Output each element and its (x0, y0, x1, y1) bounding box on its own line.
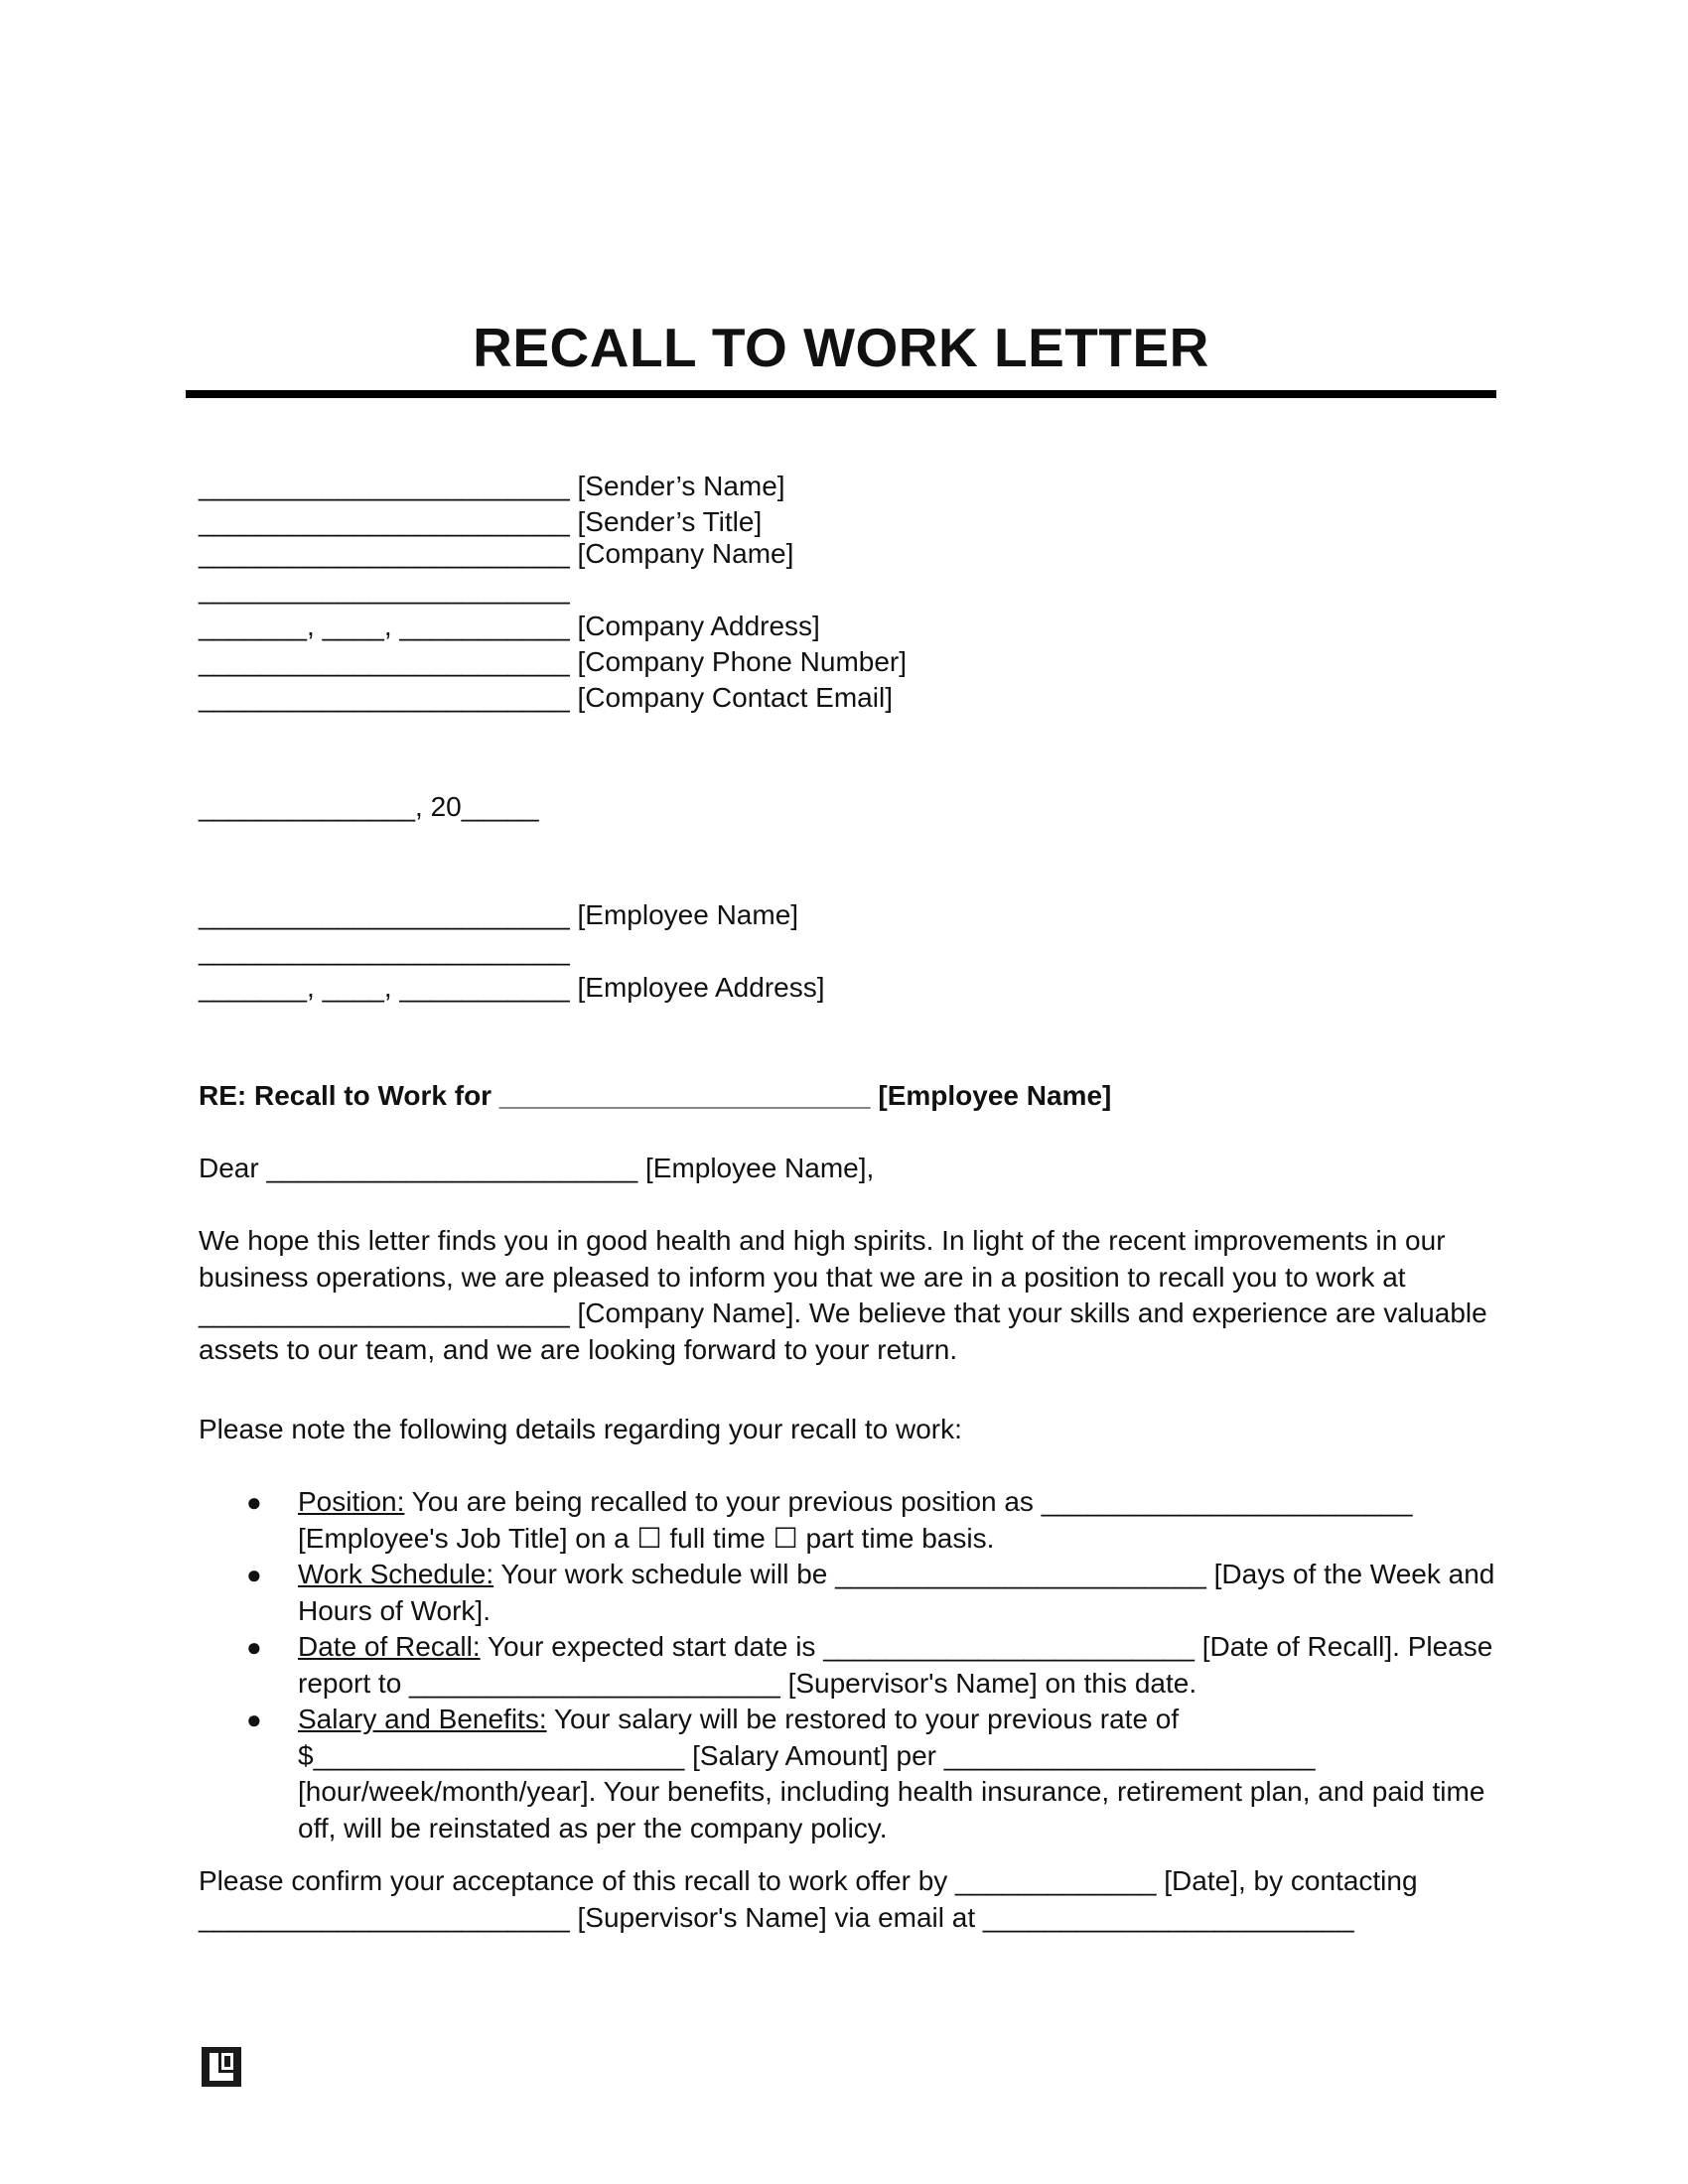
bullet-text-salary-benefits: Your salary will be restored to your previous rate of $________________________ [Salary Amount] per ________________________ [hour/week/month/year]. Your benefits, including health insurance, retirement plan, and paid time off, will be reinstated as per the company policy. (298, 1704, 1485, 1843)
bullet-text-position: You are being recalled to your previous position as ________________________ [Employee's Job Title] on a ☐ full time ☐ part time basis. (298, 1486, 1413, 1554)
bullet-label-salary-benefits: Salary and Benefits: (298, 1704, 547, 1734)
list-item-work-schedule (199, 1557, 1509, 1629)
sender-name-line: ________________________ [Sender’s Name] (199, 471, 785, 501)
bullet-label-work-schedule: Work Schedule: (298, 1559, 494, 1589)
sender-address-city-line: _______, ____, ___________ [Company Address] (199, 611, 820, 641)
sender-phone-line: ________________________ [Company Phone Number] (199, 646, 908, 677)
list-item-date-of-recall (199, 1629, 1509, 1702)
salutation: Dear ________________________ [Employee Name], (199, 1153, 875, 1183)
bullet-label-date-of-recall: Date of Recall: (298, 1631, 481, 1662)
body-paragraph-confirmation: Please confirm your acceptance of this recall to work offer by _____________ [Date], by contacting ________________________ [Supervisor's Name] via email at ________________________ (199, 1865, 1418, 1933)
recipient-address-street-line: ________________________ (199, 935, 570, 966)
body-paragraph-intro: We hope this letter finds you in good health and high spirits. In light of the recent improvements in our business operations, we are pleased to inform you that we are in a position to recall you to work at ________________________ [Company Name]. We believe that your skills and experience are valuable assets to our team, and we are looking forward to your return. (199, 1225, 1487, 1365)
bullet-icon: ● (246, 1487, 262, 1517)
bullet-label-position: Position: (298, 1486, 405, 1517)
bullet-icon: ● (246, 1632, 262, 1662)
document-logo-icon (202, 2047, 241, 2087)
body-paragraph-details-intro: Please note the following details regarding your recall to work: (199, 1414, 962, 1444)
date-line: ______________, 20_____ (199, 791, 539, 822)
title-underline-rule (186, 390, 1496, 398)
sender-address-street-line: ________________________ (199, 574, 570, 605)
re-subject-line: RE: Recall to Work for ________________________ [Employee Name] (199, 1080, 1112, 1111)
bullet-icon: ● (246, 1560, 262, 1589)
bullet-icon: ● (246, 1705, 262, 1734)
list-item-salary-benefits (199, 1702, 1509, 1846)
sender-company-name-line: ________________________ [Company Name] (199, 538, 794, 569)
bullet-text-date-of-recall: Your expected start date is ________________________ [Date of Recall]. Please report to ________________________ [Supervisor's Name] on this date. (298, 1631, 1493, 1699)
sender-title-line: ________________________ [Sender’s Title] (199, 506, 763, 537)
recipient-name-line: ________________________ [Employee Name] (199, 899, 799, 930)
sender-email-line: ________________________ [Company Contact Email] (199, 682, 893, 713)
recipient-address-city-line: _______, ____, ___________ [Employee Address] (199, 972, 825, 1003)
document-title: RECALL TO WORK LETTER (473, 317, 1209, 378)
bullet-text-work-schedule: Your work schedule will be ________________________ [Days of the Week and Hours of Work]. (298, 1559, 1495, 1626)
recall-details-list (199, 1484, 1509, 1846)
list-item-position (199, 1484, 1509, 1557)
